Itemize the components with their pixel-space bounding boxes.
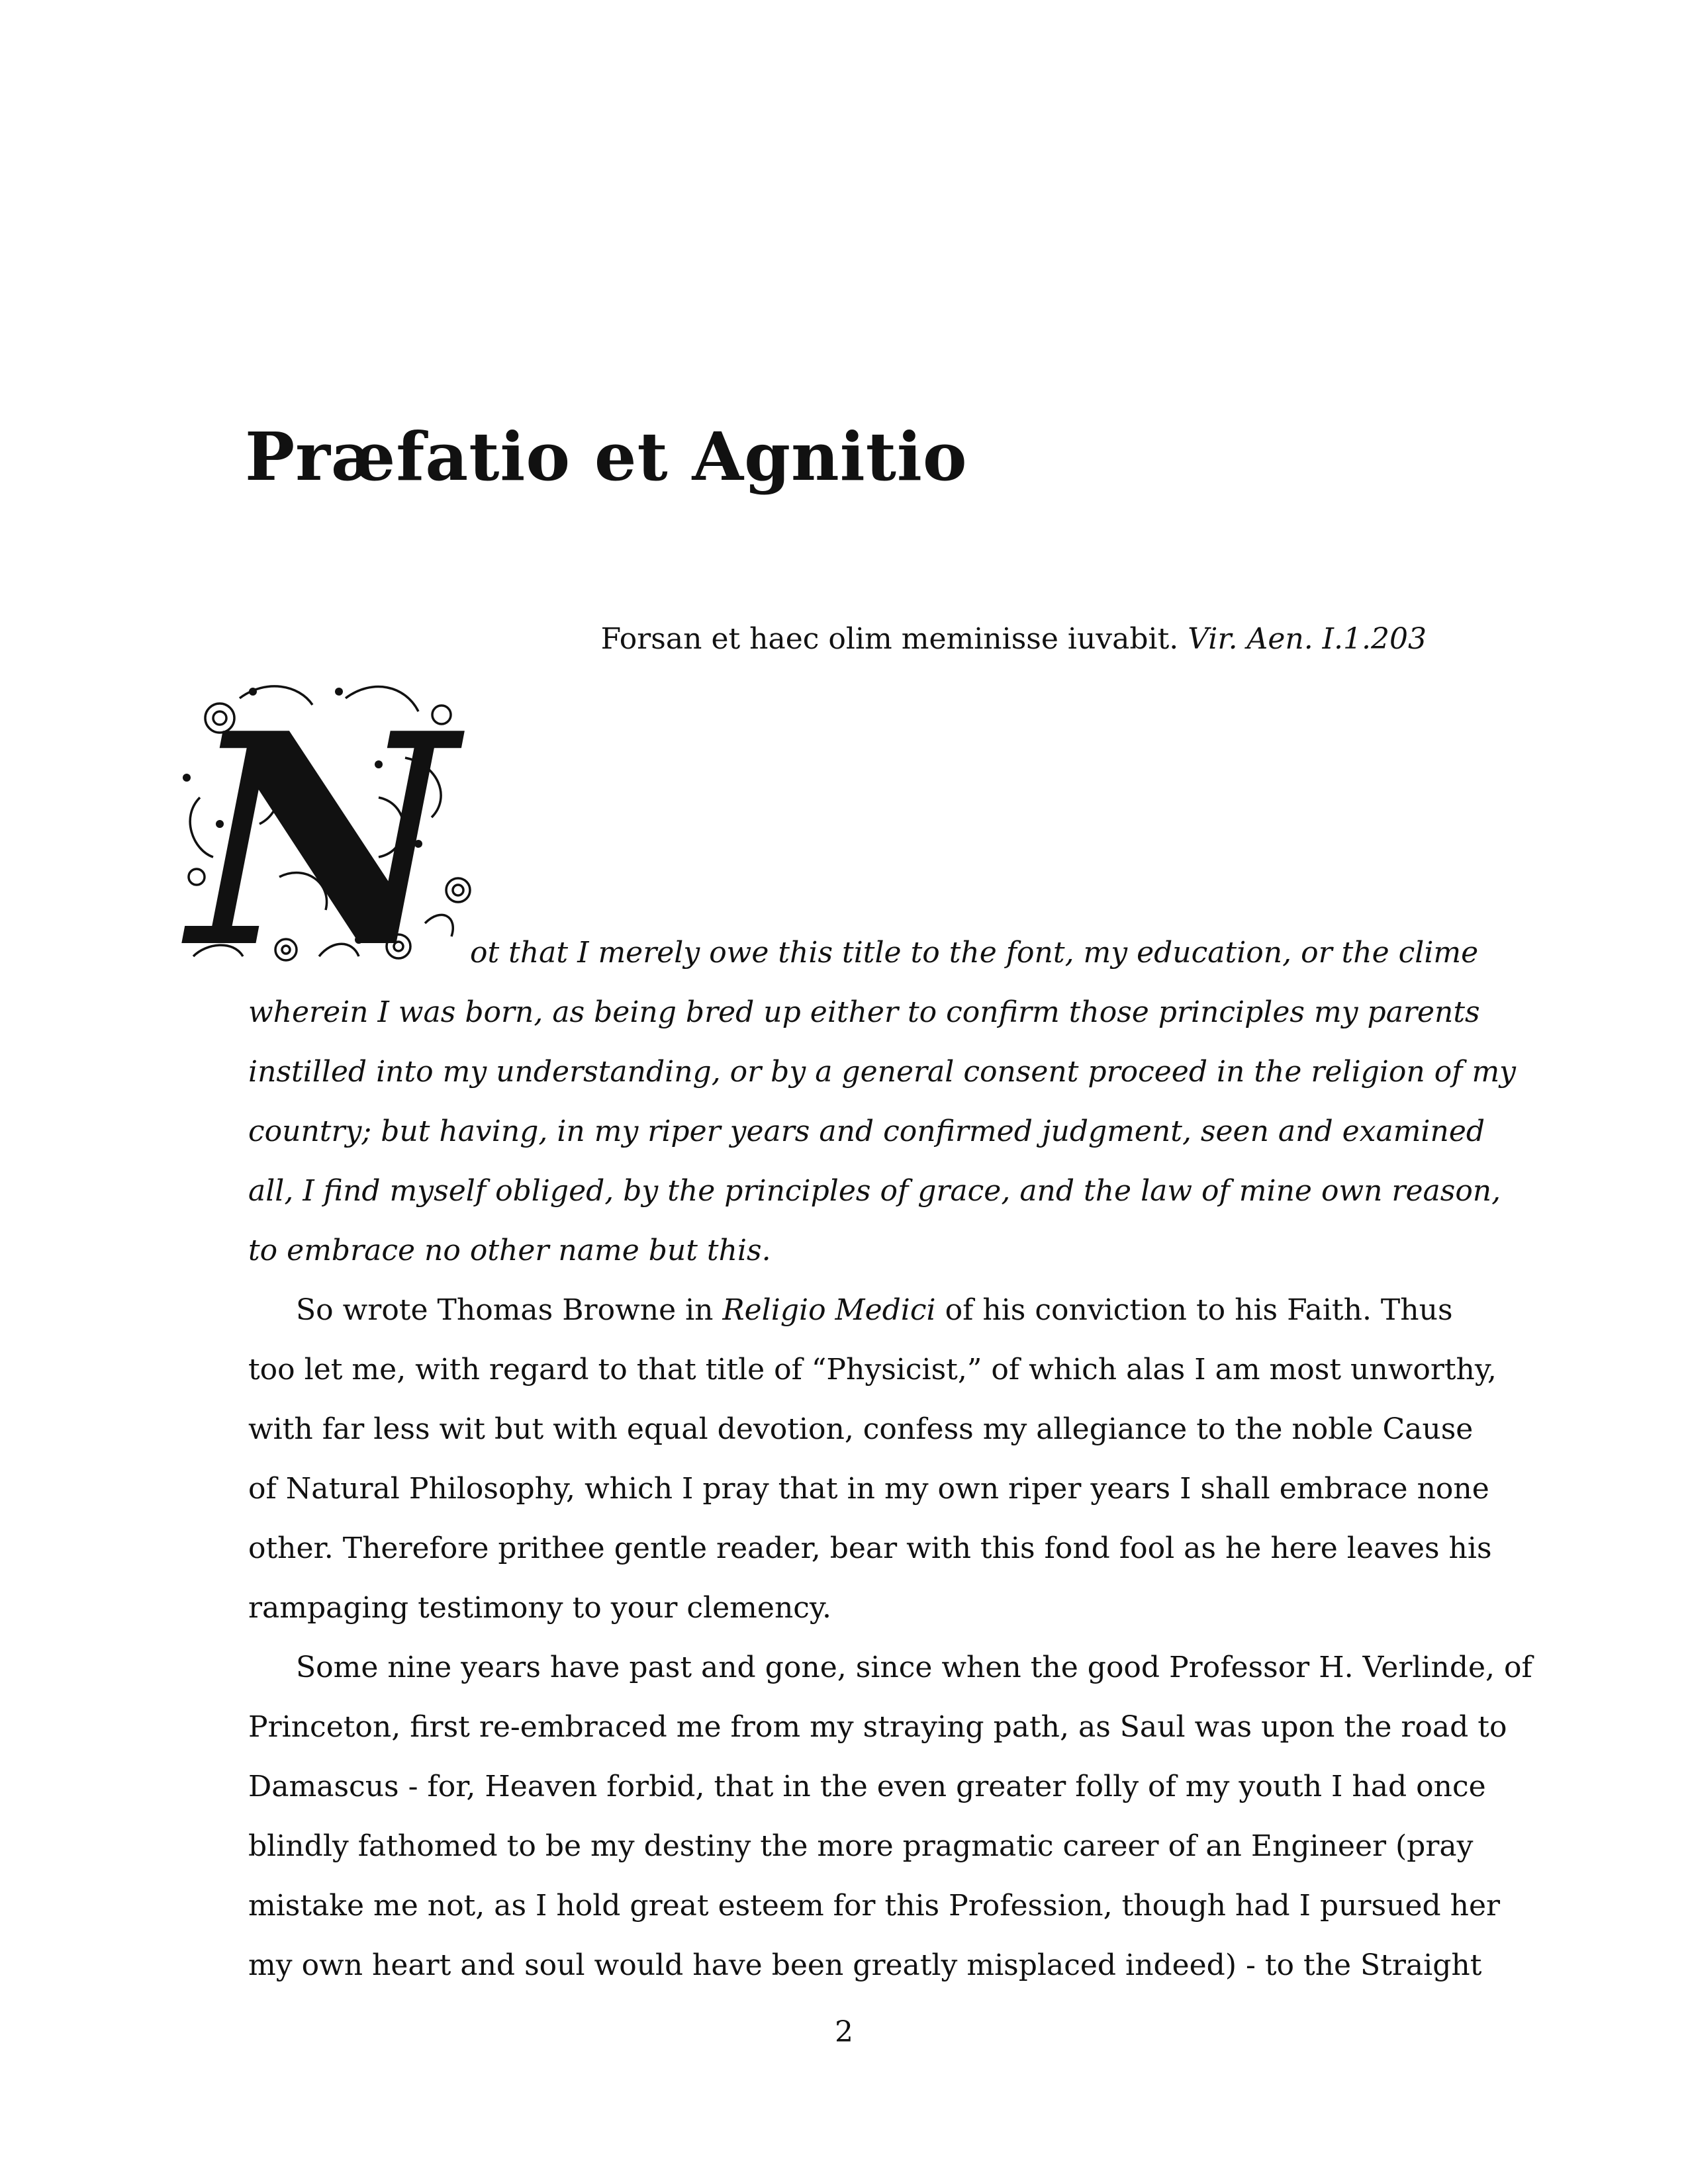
dropcap-ornament bbox=[180, 678, 471, 970]
quote-line: wherein I was born, as being bred up either to confirm those principles my parents bbox=[248, 995, 1480, 1029]
epigraph-text: Forsan et haec olim meminisse iuvabit. bbox=[600, 622, 1179, 656]
paragraph-line: Damascus - for, Heaven forbid, that in the even greater folly of my youth I had once bbox=[248, 1770, 1486, 1803]
paragraph-line: my own heart and soul would have been greatly misplaced indeed) - to the Straight bbox=[248, 1948, 1482, 1982]
epigraph bbox=[601, 622, 1427, 657]
quote-line: all, I find myself obliged, by the principles of grace, and the law of mine own reason, bbox=[248, 1174, 1501, 1208]
quote-line: to embrace no other name but this. bbox=[248, 1234, 771, 1267]
paragraph-line: of Natural Philosophy, which I pray that in my own riper years I shall embrace none bbox=[248, 1472, 1489, 1506]
text-run: So wrote Thomas Browne in bbox=[296, 1293, 714, 1327]
paragraph-line bbox=[248, 1291, 1453, 1330]
paragraph-line: blindly fathomed to be my destiny the more pragmatic career of an Engineer (pray bbox=[248, 1829, 1474, 1863]
paragraph-line: mistake me not, as I hold great esteem for this Profession, though had I pursued her bbox=[248, 1889, 1501, 1923]
page-title: Præfatio et Agnitio bbox=[245, 418, 968, 496]
paragraph-line: with far less wit but with equal devotion, confess my allegiance to the noble Cause bbox=[248, 1412, 1474, 1446]
quote-line: instilled into my understanding, or by a general consent proceed in the religion of my bbox=[248, 1055, 1517, 1089]
epigraph-citation: Vir. Aen. I.1.203 bbox=[1188, 622, 1427, 656]
quote-line: ot that I merely owe this title to the font, my education, or the clime bbox=[470, 936, 1479, 970]
paragraph-line: too let me, with regard to that title of “Physicist,” of which alas I am most unworthy, bbox=[248, 1353, 1497, 1387]
quote-line: country; but having, in my riper years and confirmed judgment, seen and examined bbox=[248, 1115, 1485, 1148]
paragraph-line: other. Therefore prithee gentle reader, bear with this fond fool as he here leaves his bbox=[248, 1531, 1492, 1565]
text-run: of his conviction to his Faith. Thus bbox=[945, 1293, 1453, 1327]
book-title: Religio Medici bbox=[722, 1293, 936, 1327]
paragraph-line: Some nine years have past and gone, since when the good Professor H. Verlinde, of bbox=[296, 1651, 1532, 1684]
paragraph-line: rampaging testimony to your clemency. bbox=[248, 1591, 831, 1625]
dropcap-letter: N bbox=[189, 678, 456, 970]
page-number: 2 bbox=[835, 2015, 853, 2049]
paragraph-line: Princeton, first re-embraced me from my straying path, as Saul was upon the road to bbox=[248, 1710, 1507, 1744]
